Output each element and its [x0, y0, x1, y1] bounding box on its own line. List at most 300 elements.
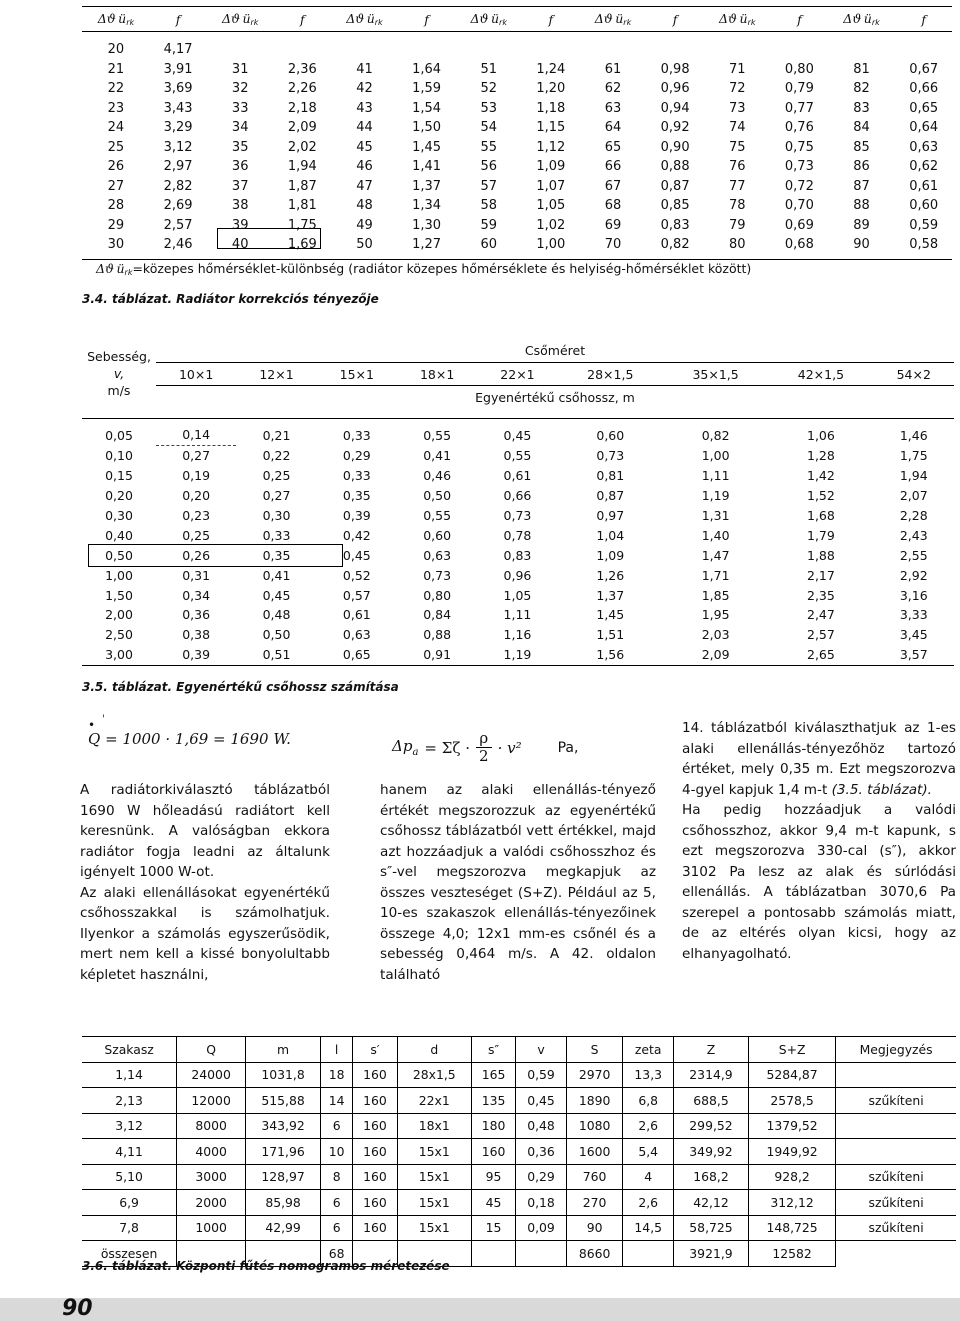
col-header: m	[246, 1037, 321, 1063]
table-cell: 0,29	[516, 1164, 567, 1190]
temp-diff-cell: 39	[231, 217, 249, 233]
table-cell: 171,96	[246, 1139, 321, 1165]
length-cell: 0,96	[503, 567, 532, 583]
table-row	[82, 445, 954, 465]
table-cell: 4000	[177, 1139, 246, 1165]
factor-cell: 1,34	[412, 198, 442, 214]
length-cell: 3,33	[899, 607, 928, 623]
factor-cell	[523, 40, 579, 60]
temp-diff-cell: 26	[107, 159, 125, 175]
page-number: 90	[62, 1296, 93, 1321]
table-cell: 8	[321, 1164, 353, 1190]
col-header: Szakasz	[82, 1037, 177, 1063]
speed-cell: 0,20	[105, 488, 133, 504]
factor-cell	[895, 40, 952, 60]
table-cell: 688,5	[673, 1088, 748, 1114]
table-cell: 2000	[177, 1190, 246, 1216]
table-cell: 1600	[566, 1139, 623, 1165]
factor-cell: 1,81	[287, 198, 317, 214]
pipe-size-cell: 35×1,5	[663, 363, 768, 386]
length-cell: 0,60	[596, 427, 625, 443]
equivalent-length-title: Egyenértékű csőhossz, m	[475, 389, 635, 405]
factor-cell: 0,85	[660, 198, 690, 214]
length-cell: 1,11	[503, 607, 532, 623]
table-cell: 1949,92	[748, 1139, 835, 1165]
length-cell: 0,34	[182, 587, 211, 603]
factor-cell	[647, 40, 703, 60]
length-cell: 0,80	[423, 587, 452, 603]
speed-cell: 0,15	[105, 468, 133, 484]
length-cell: 2,03	[701, 627, 730, 643]
col-header: s′	[353, 1037, 397, 1063]
length-cell: 0,33	[342, 427, 371, 443]
text-column-2: hanem az alaki ellenállás-tényező értékét megszorozzuk az egyenértékű csőhossz táblázatból vett értékkel, majd azt hozzáadjuk a valódi csőhosszhoz és s″-vel megszorozva megkapjuk az összes veszteséget (S+Z). Például az 5, 10-es szakaszok ellenállás-tényezőinek összege 4,0; 12x1 mm-es csőnél és a sebesség 0,464 m/s. A 42. oldalon található	[380, 782, 656, 983]
factor-cell: 1,50	[412, 120, 442, 136]
length-cell: 3,45	[899, 627, 928, 643]
table-cell: 42,12	[673, 1190, 748, 1216]
col-header: S+Z	[748, 1037, 835, 1063]
table-cell: 1080	[566, 1113, 623, 1139]
temp-diff-cell: 50	[331, 235, 399, 259]
col-header: v	[516, 1037, 567, 1063]
temp-diff-cell: 80	[703, 235, 771, 259]
factor-cell: 1,37	[412, 178, 442, 194]
table-cell: 5,10	[82, 1164, 177, 1190]
factor-cell: 0,96	[660, 81, 690, 97]
temp-diff-cell: 87	[853, 178, 870, 194]
temp-diff-cell: 44	[356, 120, 373, 136]
temp-diff-cell: 48	[356, 198, 373, 214]
table-row	[82, 486, 954, 506]
factor-cell: 2,46	[150, 235, 206, 259]
factor-cell: 3,43	[163, 100, 193, 116]
radiator-correction-table	[82, 6, 952, 260]
table-row	[82, 1088, 956, 1114]
temp-diff-cell: 78	[728, 198, 746, 214]
length-cell: 0,26	[182, 547, 211, 563]
length-cell: 1,16	[503, 627, 532, 643]
table-caption-3-4: 3.4. táblázat. Radiátor korrekciós tényezője	[82, 292, 379, 306]
factor-cell: 2,26	[287, 81, 317, 97]
temp-diff-cell: 51	[480, 61, 497, 77]
factor-cell: 1,20	[536, 81, 566, 97]
temp-diff-cell: 41	[356, 61, 373, 77]
table-cell: 0,18	[516, 1190, 567, 1216]
temp-diff-cell: 64	[604, 120, 622, 136]
temp-diff-cell: 40	[206, 235, 274, 259]
temp-diff-cell: 25	[107, 139, 125, 155]
table-row	[82, 157, 952, 177]
temp-diff-cell: 88	[853, 198, 870, 214]
factor-cell: 1,64	[412, 61, 442, 77]
table-cell: 14	[321, 1088, 353, 1114]
length-cell: 0,60	[423, 527, 452, 543]
factor-cell: 0,77	[784, 100, 814, 116]
factor-cell: 0,83	[660, 217, 690, 233]
pipe-size-cell: 10×1	[156, 363, 236, 386]
factor-cell: 1,00	[523, 235, 579, 259]
table-cell: 0,48	[516, 1113, 567, 1139]
temp-diff-cell: 86	[853, 159, 870, 175]
length-cell: 1,00	[701, 448, 730, 464]
table-row	[82, 585, 954, 605]
length-cell: 0,87	[596, 488, 625, 504]
table-cell: 343,92	[246, 1113, 321, 1139]
factor-cell: 1,87	[287, 178, 317, 194]
factor-cell: 0,61	[909, 178, 939, 194]
table-cell: 2578,5	[748, 1088, 835, 1114]
length-cell: 1,88	[807, 547, 835, 563]
temp-diff-cell: 35	[231, 139, 249, 155]
factor-cell: 4,17	[163, 42, 193, 58]
speed-cell: 1,00	[105, 567, 133, 583]
length-cell: 3,57	[874, 645, 954, 665]
length-cell: 0,73	[503, 508, 532, 523]
length-cell: 1,46	[899, 427, 928, 443]
factor-cell: 1,18	[536, 100, 566, 116]
factor-cell	[771, 40, 827, 60]
length-cell: 2,09	[663, 645, 768, 665]
table-row	[82, 645, 954, 665]
factor-cell: 1,05	[536, 198, 566, 214]
temp-diff-cell: 83	[853, 100, 870, 116]
factor-cell: 0,67	[909, 61, 939, 77]
factor-cell: 0,69	[784, 217, 814, 233]
col-header-f: f	[274, 7, 330, 32]
table-cell: 0,36	[516, 1139, 567, 1165]
length-cell: 0,82	[701, 427, 730, 443]
speed-cell: 0,10	[105, 448, 133, 464]
table-row	[82, 1062, 956, 1088]
factor-cell: 1,54	[412, 100, 442, 116]
factor-cell: 2,82	[163, 178, 193, 194]
length-cell: 0,50	[262, 627, 291, 643]
table-row	[82, 99, 952, 119]
factor-cell: 0,65	[909, 100, 939, 116]
temp-diff-cell: 79	[728, 217, 746, 233]
table-cell: 3,12	[82, 1113, 177, 1139]
table-cell	[836, 1139, 956, 1165]
col-header: Megjegyzés	[836, 1037, 956, 1063]
length-cell: 0,14	[156, 419, 236, 446]
factor-cell: 1,02	[536, 217, 566, 233]
length-cell: 1,06	[807, 427, 835, 443]
table-cell: 160	[353, 1113, 397, 1139]
pipe-size-cell: 15×1	[317, 363, 397, 386]
table-cell: 160	[353, 1088, 397, 1114]
table-cell: 0,45	[516, 1088, 567, 1114]
table-cell: 160	[353, 1190, 397, 1216]
factor-cell: 1,15	[536, 120, 566, 136]
table-cell: 1,14	[82, 1062, 177, 1088]
table-note: Δϑ $ü_{rk}=közepes$ hőmérséklet-különbség (radiátor közepes hőmérséklete és helyiség-hőmérséklet között)	[96, 261, 752, 277]
factor-cell: 0,90	[660, 139, 690, 155]
table-cell: 28x1,5	[397, 1062, 471, 1088]
table-cell: 10	[321, 1139, 353, 1165]
length-cell: 0,41	[262, 567, 291, 583]
pipe-size-cell: 42×1,5	[768, 363, 873, 386]
length-cell: 0,48	[262, 607, 291, 623]
length-cell: 0,81	[596, 468, 625, 484]
table-cell: 6	[321, 1215, 353, 1241]
factor-cell: 1,94	[287, 159, 317, 175]
length-cell: 0,97	[596, 508, 625, 523]
table-caption-3-5: 3.5. táblázat. Egyenértékű csőhossz számítása	[82, 680, 399, 694]
length-cell: 1,11	[701, 468, 730, 484]
pipe-size-cell: 18×1	[397, 363, 477, 386]
factor-cell: 0,63	[909, 139, 939, 155]
length-cell: 0,57	[342, 587, 371, 603]
page-footer-band	[0, 1298, 960, 1321]
col-header-dt: Δϑ $ü_{rk}$	[331, 7, 399, 32]
table-cell: 349,92	[673, 1139, 748, 1165]
temp-diff-cell: 71	[728, 61, 746, 77]
table-cell: 15x1	[397, 1190, 471, 1216]
length-cell: 0,42	[342, 527, 371, 543]
table-cell: 45	[471, 1190, 515, 1216]
speed-cell: 3,00	[82, 645, 156, 665]
table-cell	[836, 1062, 956, 1088]
length-cell: 0,66	[503, 488, 532, 504]
length-cell: 0,27	[262, 488, 291, 504]
factor-cell: 3,29	[163, 120, 193, 136]
factor-cell: 1,27	[398, 235, 454, 259]
table-cell: 2,6	[623, 1190, 674, 1216]
table-row	[82, 216, 952, 236]
factor-cell: 0,80	[784, 61, 814, 77]
length-cell: 1,68	[807, 508, 835, 523]
table-cell: 299,52	[673, 1113, 748, 1139]
table-caption-3-6: 3.6. táblázat. Központi fűtés nomogramos méretezése	[82, 1259, 450, 1273]
table-row	[82, 565, 954, 585]
table-cell: 13,3	[623, 1062, 674, 1088]
table-cell: 1031,8	[246, 1062, 321, 1088]
table-cell: 15x1	[397, 1139, 471, 1165]
table-cell: 6,9	[82, 1190, 177, 1216]
temp-diff-cell: 55	[480, 139, 497, 155]
length-cell: 1,19	[701, 488, 730, 504]
length-cell: 0,45	[262, 587, 291, 603]
length-cell: 0,25	[262, 468, 291, 484]
length-cell: 1,04	[596, 527, 625, 543]
factor-cell: 0,73	[784, 159, 814, 175]
speed-cell: 2,00	[105, 607, 133, 623]
col-header-f: f	[523, 7, 579, 32]
table-cell: 18x1	[397, 1113, 471, 1139]
factor-cell: 0,66	[909, 81, 939, 97]
temp-diff-cell: 70	[579, 235, 647, 259]
speed-cell: 0,05	[105, 427, 133, 443]
total-cell: 3921,9	[673, 1241, 748, 1267]
length-cell: 0,29	[342, 448, 371, 464]
table-cell: 160	[353, 1062, 397, 1088]
temp-diff-cell: 42	[356, 81, 373, 97]
length-cell: 0,78	[503, 527, 532, 543]
table-cell: 8000	[177, 1113, 246, 1139]
temp-diff-cell: 23	[107, 100, 125, 116]
length-cell: 2,17	[807, 567, 835, 583]
table-row	[82, 79, 952, 99]
temp-diff-cell: 31	[231, 61, 249, 77]
speed-cell: 0,50	[105, 547, 133, 563]
total-cell: 12582	[748, 1241, 835, 1267]
factor-cell: 0,82	[647, 235, 703, 259]
table-row	[82, 177, 952, 197]
temp-diff-cell	[331, 40, 399, 60]
length-cell: 0,35	[262, 547, 291, 563]
length-cell: 1,45	[596, 607, 625, 623]
temp-diff-cell: 77	[728, 178, 746, 194]
table-row	[82, 138, 952, 158]
table-row	[82, 60, 952, 80]
table-cell: 14,5	[623, 1215, 674, 1241]
factor-cell: 0,94	[660, 100, 690, 116]
factor-cell: 0,92	[660, 120, 690, 136]
table-cell: 270	[566, 1190, 623, 1216]
factor-cell: 1,30	[412, 217, 442, 233]
factor-cell: 0,68	[771, 235, 827, 259]
col-header-dt: Δϑ $ü_{rk}$	[455, 7, 523, 32]
table-cell: 2314,9	[673, 1062, 748, 1088]
length-cell: 0,55	[423, 508, 452, 523]
length-cell: 0,73	[423, 567, 452, 583]
factor-cell	[398, 40, 454, 60]
pipe-size-cell: 28×1,5	[558, 363, 663, 386]
length-cell: 0,25	[182, 527, 211, 543]
table-row	[82, 1164, 956, 1190]
length-cell: 2,47	[807, 607, 835, 623]
table-row	[82, 196, 952, 216]
table-header-row	[82, 338, 954, 363]
table-cell: 3000	[177, 1164, 246, 1190]
speed-cell: 0,40	[105, 527, 133, 543]
length-cell: 0,63	[342, 627, 371, 643]
temp-diff-cell: 32	[231, 81, 249, 97]
temp-diff-cell: 82	[853, 81, 870, 97]
speed-cell: 1,50	[105, 587, 133, 603]
temp-diff-cell: 30	[82, 235, 150, 259]
length-cell: 0,46	[423, 468, 452, 484]
speed-cell: 2,50	[105, 627, 133, 643]
col-header: l	[321, 1037, 353, 1063]
length-cell: 0,51	[236, 645, 316, 665]
pipe-size-cell: 22×1	[477, 363, 557, 386]
table-cell: 4,11	[82, 1139, 177, 1165]
factor-cell: 1,41	[412, 159, 442, 175]
factor-cell: 3,69	[163, 81, 193, 97]
factor-cell: 2,69	[163, 198, 193, 214]
temp-diff-cell	[828, 40, 896, 60]
length-cell: 1,05	[503, 587, 532, 603]
speed-header: Sebesség, v, m/s	[87, 348, 151, 398]
factor-cell: 2,02	[287, 139, 317, 155]
pipe-size-cell: 12×1	[236, 363, 316, 386]
length-cell: 0,61	[342, 607, 371, 623]
factor-cell: 0,60	[909, 198, 939, 214]
table-cell: szűkíteni	[836, 1190, 956, 1216]
col-header: d	[397, 1037, 471, 1063]
table-cell: 0,09	[516, 1215, 567, 1241]
length-cell: 0,23	[182, 508, 211, 523]
temp-diff-cell: 63	[604, 100, 622, 116]
table-cell: szűkíteni	[836, 1088, 956, 1114]
temp-diff-cell: 29	[107, 217, 125, 233]
temp-diff-cell: 49	[356, 217, 373, 233]
temp-diff-cell: 85	[853, 139, 870, 155]
table-cell: 18	[321, 1062, 353, 1088]
length-cell: 0,38	[182, 627, 211, 643]
table-cell	[836, 1113, 956, 1139]
length-cell: 1,26	[596, 567, 625, 583]
factor-cell: 0,79	[784, 81, 814, 97]
text-column-3: 14. táblázatból kiválaszthatjuk az 1-es alaki ellenállás-tényezőhöz tartozó értéket, mely 0,35 m. Ezt megszorozva 4-gyel kapjuk 1,4 m-t (3.5. táblázat). Ha pedig hozzáadjuk a valódi csőhosszhoz, akkor 9,4 m-t kapunk, s ezt megszorozva 330-cal (s″), akkor 3102 Pa lesz az alak és súrlódási ellenállás. A táblázatban 3070,6 Pa szerepel a pontosabb számolás miatt, de az eltérés olyan kicsi, hogy az elhanyagolható.	[682, 720, 956, 962]
length-cell: 2,57	[807, 627, 835, 643]
col-header-f: f	[150, 7, 206, 32]
length-cell: 0,55	[423, 427, 452, 443]
length-cell: 0,33	[262, 527, 291, 543]
length-cell: 0,91	[397, 645, 477, 665]
table-row	[82, 1139, 956, 1165]
table-cell: 312,12	[748, 1190, 835, 1216]
col-header: Z	[673, 1037, 748, 1063]
table-cell: 128,97	[246, 1164, 321, 1190]
col-header: zeta	[623, 1037, 674, 1063]
table-cell: 7,8	[82, 1215, 177, 1241]
length-cell: 2,28	[899, 508, 928, 523]
length-cell: 0,21	[262, 427, 291, 443]
table-cell: 95	[471, 1164, 515, 1190]
table-row	[82, 525, 954, 545]
table-cell: 2,13	[82, 1088, 177, 1114]
table-row	[82, 466, 954, 486]
temp-diff-cell: 72	[728, 81, 746, 97]
col-header-f: f	[647, 7, 703, 32]
table-cell: 58,725	[673, 1215, 748, 1241]
temp-diff-cell	[455, 40, 523, 60]
temp-diff-cell: 61	[604, 61, 622, 77]
factor-cell: 0,88	[660, 159, 690, 175]
table-row	[82, 605, 954, 625]
table-cell: 12000	[177, 1088, 246, 1114]
length-cell: 0,20	[182, 488, 211, 504]
temp-diff-cell: 69	[604, 217, 622, 233]
temp-diff-cell: 66	[604, 159, 622, 175]
table-row	[82, 625, 954, 645]
table-row	[82, 40, 952, 60]
length-cell: 1,42	[807, 468, 835, 484]
text-column-1: A radiátorkiválasztó táblázatból 1690 W hőleadású radiátort kell keresnünk. A valóságban ekkora radiátor fogja leadni az általunk igényelt 1000 W-ot. Az alaki ellenállásokat egyenértékű csőhosszakkal is számolhatjuk. Ilyenkor a számolás egyszerűsödik, mert nem kell a kissé bonyolultabb képletet használni,	[80, 782, 330, 983]
temp-diff-cell: 24	[107, 120, 125, 136]
table-cell: 15	[471, 1215, 515, 1241]
table-cell: 1379,52	[748, 1113, 835, 1139]
temp-diff-cell: 58	[480, 198, 497, 214]
length-cell: 0,84	[423, 607, 452, 623]
table-cell: 4	[623, 1164, 674, 1190]
temp-diff-cell: 65	[604, 139, 622, 155]
factor-cell: 0,58	[895, 235, 952, 259]
length-cell: 0,50	[423, 488, 452, 504]
length-cell: 0,35	[342, 488, 371, 504]
length-cell: 1,40	[701, 527, 730, 543]
temp-diff-cell	[206, 40, 274, 60]
factor-cell: 1,75	[287, 217, 317, 233]
heating-dimensioning-table	[82, 1036, 956, 1267]
col-header-dt: Δϑ $ü_{rk}$	[82, 7, 150, 32]
length-cell: 1,51	[596, 627, 625, 643]
temp-diff-cell: 57	[480, 178, 497, 194]
factor-cell: 0,62	[909, 159, 939, 175]
table-cell: 168,2	[673, 1164, 748, 1190]
